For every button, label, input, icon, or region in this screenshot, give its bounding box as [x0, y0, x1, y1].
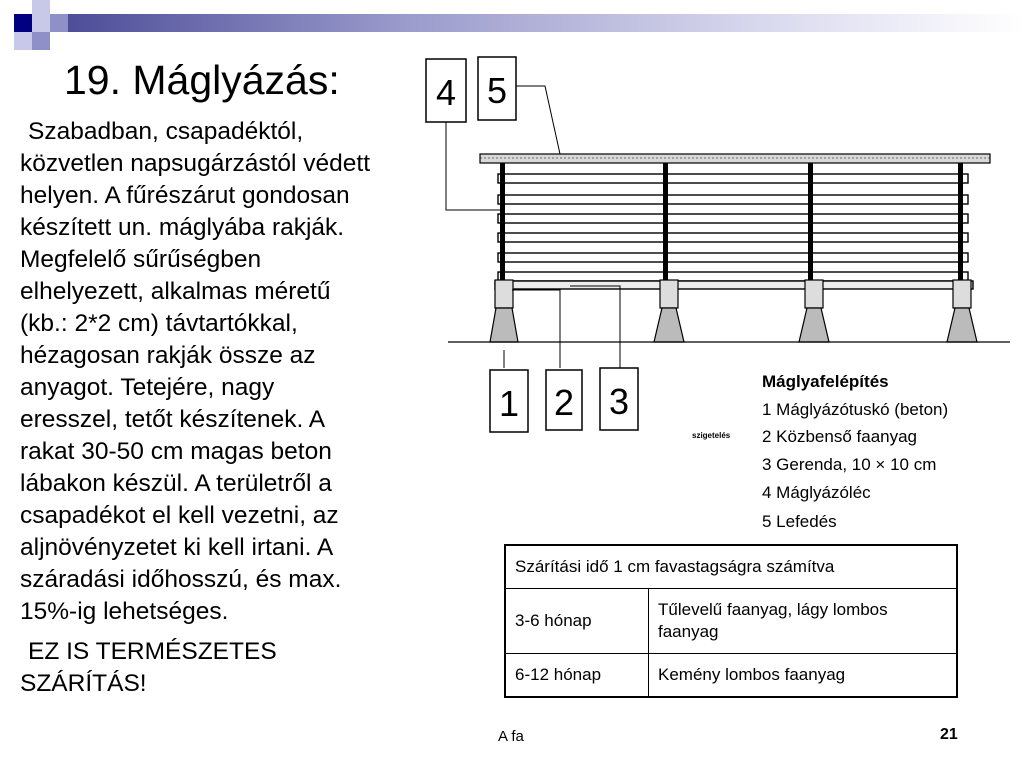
body-paragraph: Szabadban, csapadéktól, közvetlen napsugárzástól védett helyen. A fűrészárut gondosan készített un. máglyába rakják. Megfelelő sűrűségben elhelyezett, alkalmas méretű (kb.: 2*2 cm) távtartókkal, hézagosan rakják össze az anyagot. Tetejére, nagy eresszel, tetőt készítenek. A rakat 30-50 cm magas beton lábakon készül. A területről a csapadékot el kell vezetni, az aljnövényzetet ki kell irtani. A száradási időhosszú, és max. 15%-ig lehetséges.: [20, 118, 371, 625]
diagram-label-3: 3: [608, 381, 630, 422]
table-header: Szárítási idő 1 cm favastagságra számítva: [505, 545, 957, 589]
legend-title: Máglyafelépítés: [762, 372, 889, 391]
legend-item-4: 4 Máglyázóléc: [762, 483, 871, 502]
page-title: 19. Máglyázás:: [64, 57, 340, 103]
table-row: [505, 654, 957, 698]
footer-label: A fa: [498, 728, 524, 745]
table-cell-period: 3-6 hónap: [505, 589, 649, 654]
diagram-label-4: 4: [435, 72, 457, 113]
legend-item-1: 1 Máglyázótuskó (beton): [762, 400, 949, 419]
conclusion-paragraph: EZ IS TERMÉSZETES SZÁRÍTÁS!: [20, 638, 277, 697]
table-cell-material: Tűlevelű faanyag, lágy lombos faanyag: [649, 589, 958, 654]
table-cell-material: Kemény lombos faanyag: [649, 654, 958, 698]
legend-item-2: 2 Közbenső faanyag: [762, 427, 918, 446]
table-row: [505, 589, 957, 654]
body-text: [20, 116, 458, 700]
page-number: 21: [940, 726, 958, 743]
diagram-label-1: 1: [498, 383, 520, 424]
legend-item-5: 5 Lefedés: [762, 512, 837, 531]
boards: [495, 174, 973, 289]
drying-time-table: [504, 544, 958, 698]
legend-item-3: 3 Gerenda, 10 × 10 cm: [762, 455, 937, 474]
insulation-label: szigetelés: [692, 431, 731, 440]
table-header-row: [505, 545, 957, 589]
stacking-diagram: [420, 50, 1020, 540]
diagram-label-2: 2: [553, 382, 575, 423]
diagram-label-5: 5: [486, 70, 508, 111]
table-cell-period: 6-12 hónap: [505, 654, 649, 698]
